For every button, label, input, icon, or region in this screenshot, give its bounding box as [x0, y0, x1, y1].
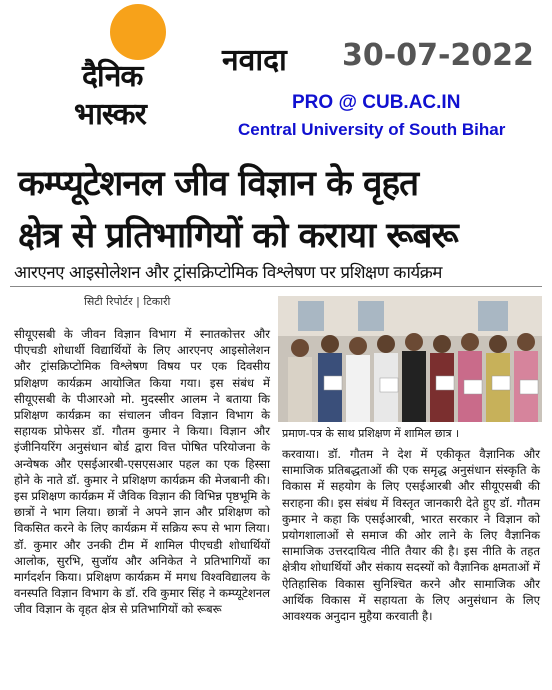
photo-caption: प्रमाण-पत्र के साथ प्रशिक्षण में शामिल छात्र । [282, 427, 460, 440]
article-body-text: सीयूएसबी के जीवन विज्ञान विभाग में स्नातकोत्तर और पीएचडी शोधार्थी विद्यार्थियों के लिए आरएनए आइसोलेशन और ट्रांसक्रिप्टोमिक विश्लेषण विषय पर एक दिवसीय प्रशिक्षण कार्यक्रम आयोजित किया गया। इस संबंध में सीयूएसबी के पीआरओ मो. मुदस्सीर आलम ने बताया कि प्रशिक्षण कार्यक्रम का संचालन जीवन विज्ञान विभाग के सहायक प्रोफेसर डॉ. गौतम कुमार ने किया। विज्ञान और इंजीनियरिंग अनुसंधान बोर्ड द्वारा वित्त पोषित परियोजना के अन्वेषक और एसईआरबी-एसएसआर पहल का एक हिस्सा होने के नाते डॉ. कुमार ने प्रशिक्षण कार्यक्रम की मेजबानी की। इस प्रशिक्षण कार्यक्रम में जैविक विज्ञान की विभिन्न पृष्ठभूमि के छात्रों ने भाग लिया। छात्रों ने अपने ज्ञान और प्रशिक्षण को विकसित करने के लिए कार्यक्रम में सक्रिय रूप से भाग लिया। डॉ. कुमार और उनकी टीम में शामिल पीएचडी शोधार्थियों आलोक, सुरभि, सुजॉय और अनिकेत ने प्रतिभागियों का मार्गदर्शन किया। प्रशिक्षण कार्यक्रम में मगध विश्वविद्यालय के वनस्पति विज्ञान विभाग के डॉ. रवि कुमार सिंह ने कम्प्यूटेशनल जीव विज्ञान के वृहत क्षेत्र से प्रतिभागियों को रूबरू [14, 327, 270, 617]
newspaper-logo-line2: भास्कर [74, 97, 146, 132]
pro-email: PRO @ CUB.AC.IN [292, 92, 461, 113]
headline-line2: क्षेत्र से प्रतिभागियों को कराया रूबरू [18, 216, 458, 256]
divider [10, 286, 542, 287]
newspaper-logo-line1: दैनिक [82, 59, 143, 94]
university-name: Central University of South Bihar [238, 120, 506, 139]
article-column-2 [282, 446, 540, 624]
article-body-text: करवाया। डॉ. गौतम ने देश में एकीकृत वैज्ञानिक और सामाजिक प्रतिबद्धताओं की एक समृद्ध अनुसंधान संस्कृति के विकास में सहयोग के लिए एसईआरबी और सीयूएसबी की सराहना की। इस संबंध में विस्तृत जानकारी देते हुए डॉ. गौतम कुमार ने कहा कि एसईआरबी, भारत सरकार ने विज्ञान को प्रयोगशालाओं से समाज की ओर लाने के लिए वैज्ञानिक सामाजिक उत्तरदायित्व नीति तैयार की है। इस नीति के तहत क्षेत्रीय शोधार्थियों और संकाय सदस्यों को वैज्ञानिक क्षमताओं में ऐतिहासिक विकास सुनिश्चित करने और सामाजिक और आर्थिक विकास में सहायता के लिए अनुसंधान के लिए आवश्यक अनुदान मुहैया करवाती है। [282, 447, 540, 624]
group-photo-image [278, 296, 542, 422]
headline [18, 158, 538, 262]
headline-line1: कम्प्यूटेशनल जीव विज्ञान के वृहत [18, 164, 419, 204]
group-photo [278, 296, 542, 422]
publication-date: 30-07-2022 [342, 38, 534, 73]
reporter-byline: सिटी रिपोर्टर | टिकारी [84, 295, 171, 308]
city-name: नवादा [222, 43, 287, 78]
logo-sun-icon [110, 4, 166, 60]
article-column-1 [14, 326, 270, 618]
subheadline: आरएनए आइसोलेशन और ट्रांसक्रिप्टोमिक विश्लेषण पर प्रशिक्षण कार्यक्रम [14, 263, 442, 283]
